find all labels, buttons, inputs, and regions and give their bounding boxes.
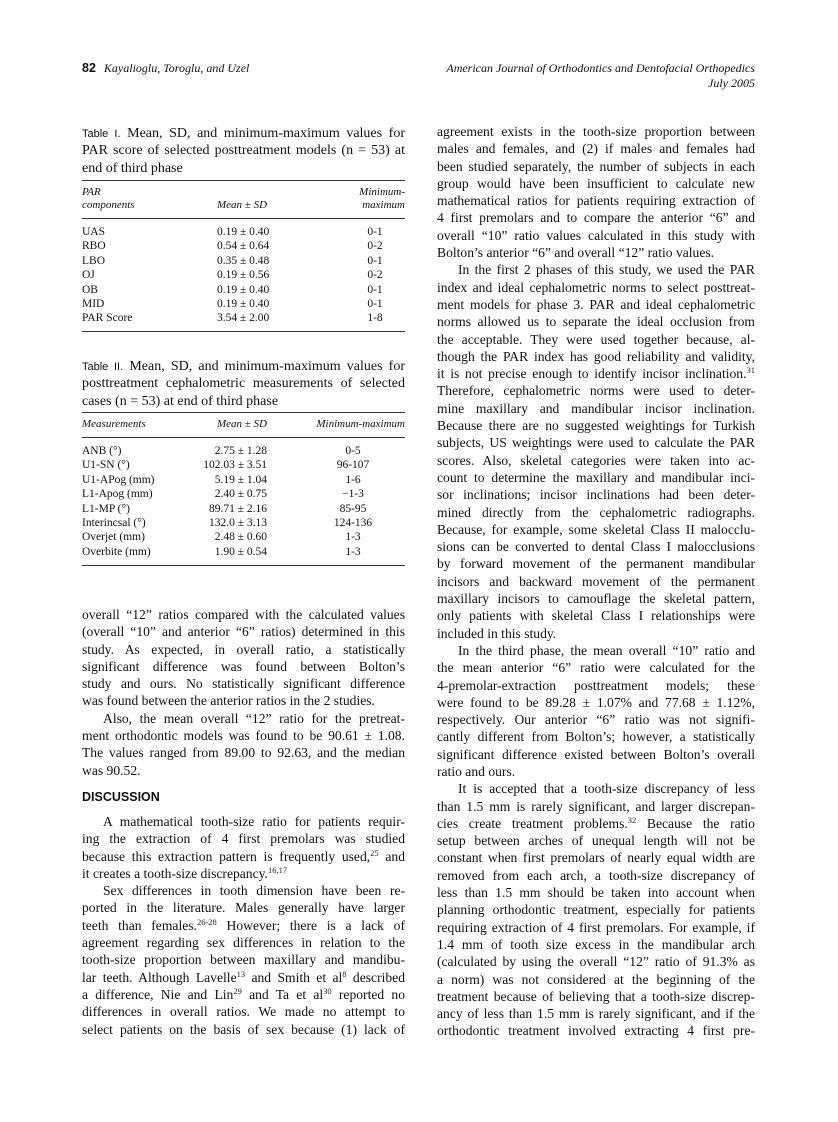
text-line: scores. Also, skeletal categories were taken into ac- bbox=[437, 452, 755, 468]
table-cell: 85-95 bbox=[339, 502, 367, 515]
running-header-right bbox=[446, 61, 755, 91]
table-cell: 0-1 bbox=[367, 283, 383, 296]
table-cell: 102.03 ± 3.51 bbox=[203, 459, 267, 472]
table-cell: 2.75 ± 1.28 bbox=[214, 445, 267, 457]
page-number: 82 bbox=[82, 61, 96, 75]
col-header: maximum bbox=[362, 199, 405, 211]
table-row bbox=[82, 546, 405, 560]
table-cell: 1-3 bbox=[345, 531, 361, 544]
table-row bbox=[82, 226, 405, 240]
text-line: lar teeth. Although Lavelle$^{13}$ and Smith et $al^8$ described bbox=[82, 968, 405, 985]
text-line: Bolton’s anterior “6” and overall “12” ratio values. bbox=[437, 245, 715, 261]
col-header: Mean ± SD bbox=[217, 199, 268, 211]
table-cell: 1-6 bbox=[345, 473, 361, 486]
table2-header-rule bbox=[82, 437, 405, 438]
text-line: 1.4 mm of tooth size excess in the mandibular arch bbox=[437, 936, 755, 952]
text-line: planning orthodontic treatment, especially for patients bbox=[437, 902, 755, 918]
table-cell: 1.90 ± 0.54 bbox=[214, 545, 267, 558]
table-cell: MID bbox=[82, 298, 105, 310]
paragraph bbox=[82, 882, 405, 1038]
text-line: Sex differences in tooth dimension have been re- bbox=[103, 883, 405, 899]
text-line: norms allowed us to separate the ideal occlusion from bbox=[437, 314, 755, 330]
text-line: it is not precise enough to identify incisor inclination.$^{31}$ bbox=[437, 365, 755, 382]
text-line: Therefore, cephalometric norms were used to deter- bbox=[437, 383, 755, 399]
citation-superscript: 32 bbox=[627, 814, 637, 825]
text-line: tooth-size proportion between maxillary and mandibu- bbox=[82, 952, 405, 968]
text-line: A mathematical tooth-size ratio for patients requir- bbox=[103, 814, 405, 829]
text-line: ratio and ours. bbox=[437, 763, 516, 779]
text-line: Also, the mean overall “12” ratio for the pretreat- bbox=[103, 710, 405, 726]
table-cell: 0.19 ± 0.40 bbox=[217, 283, 270, 296]
citation-superscript: 29 bbox=[233, 985, 242, 996]
table-cell: U1-APog (mm) bbox=[82, 473, 155, 486]
table-row bbox=[82, 488, 405, 502]
table1-label: Table I. bbox=[82, 128, 121, 140]
section-heading-discussion: DISCUSSION bbox=[82, 790, 160, 804]
text-line: the mean anterior “6” ratio were calculated for the bbox=[437, 660, 755, 676]
table-row bbox=[82, 503, 405, 517]
table-row bbox=[82, 269, 405, 283]
text-line: teeth than females.$^{26-28}$ However; there is a lack of bbox=[82, 916, 405, 933]
table-row bbox=[82, 474, 405, 488]
text-line: Because there are no suggested weightings for Turkish bbox=[437, 418, 755, 434]
table-cell: 3.54 ± 2.00 bbox=[217, 312, 270, 325]
right-column-text bbox=[437, 123, 755, 1040]
table-cell: 0-1 bbox=[367, 226, 383, 238]
citation-superscript: 31 bbox=[746, 365, 755, 376]
table-cell: L1-MP (°) bbox=[82, 502, 130, 515]
citation-superscript: 30 bbox=[323, 985, 332, 996]
table-cell: 1-8 bbox=[367, 312, 383, 325]
text-line: been studied separately, the number of subjects in each bbox=[437, 158, 755, 174]
table1-bottom-rule bbox=[82, 331, 405, 332]
table-cell: 132.0 ± 3.13 bbox=[208, 517, 267, 529]
caption-line: Mean, SD, and minimum-maximum values for bbox=[129, 359, 406, 374]
text-line: Because, for example, some skeletal Class II malocclu- bbox=[437, 521, 755, 537]
citation-superscript: 13 bbox=[236, 968, 246, 979]
running-header-left bbox=[82, 61, 249, 76]
paragraph bbox=[82, 710, 405, 779]
text-line: orthodontic treatment involved extracting 4 first pre- bbox=[437, 1023, 755, 1039]
table-cell: Overbite (mm) bbox=[82, 545, 151, 558]
text-line: mine maxillary and mandibular incisor inclination. bbox=[437, 400, 755, 416]
table1-header-rule bbox=[82, 218, 405, 219]
citation-superscript: 8 bbox=[342, 968, 347, 979]
table-cell: 5.19 ± 1.04 bbox=[214, 473, 267, 486]
text-line: In the third phase, the mean overall “10” ratio and bbox=[458, 642, 755, 658]
table2-body bbox=[82, 445, 405, 560]
table2-top-rule bbox=[82, 412, 405, 413]
paragraph bbox=[437, 780, 755, 1039]
text-line: index and ideal cephalometric norms to select posttreat- bbox=[437, 279, 755, 295]
table-row bbox=[82, 312, 405, 326]
text-line: overall “12” ratios compared with the calculated values bbox=[82, 607, 405, 622]
caption-line: cases (n = 53) at end of third phase bbox=[82, 393, 279, 409]
text-line: only patients with skeletal Class I relationships were bbox=[437, 608, 755, 624]
text-line: by forward movement of the permanent mandibular bbox=[437, 556, 755, 572]
text-line: significant difference was found between Bolton’s bbox=[82, 658, 405, 674]
text-line: ment models for phase 3. PAR and ideal cephalometric bbox=[437, 296, 755, 312]
table-cell: 89.71 ± 2.16 bbox=[208, 502, 267, 515]
text-line: (calculated by using the overall “12” ratio of 91.3% as bbox=[437, 954, 755, 970]
text-line: the acceptable. They were used together because, al- bbox=[437, 331, 755, 347]
text-line: overall “10” ratio values calculated in this study with bbox=[437, 227, 755, 243]
text-line: mathematical ratios for patients requiring extraction of bbox=[437, 193, 755, 209]
table-cell: L1-Apog (mm) bbox=[82, 488, 153, 501]
citation-superscript: 16,17 bbox=[267, 864, 288, 875]
text-line: ported in the literature. Males generally have larger bbox=[82, 900, 405, 916]
col-header: Mean ± SD bbox=[216, 418, 267, 430]
table-cell: 0.19 ± 0.40 bbox=[217, 298, 270, 310]
table2-label: Table II. bbox=[82, 361, 124, 373]
text-line: though the PAR index has good reliability and validity, bbox=[437, 348, 755, 364]
caption-line: posttreatment cephalometric measurements of selected bbox=[82, 376, 405, 392]
text-line: significant difference existed between Bolton’s overall bbox=[437, 746, 755, 762]
text-line: study. As expected, in overall ratio, a statistically bbox=[82, 641, 405, 657]
text-line: ancy of less than 1.5 mm is rarely significant, and if the bbox=[437, 1006, 755, 1022]
text-line: were found to be 89.28 ± 1.07% and 77.68 ± 1.12%, bbox=[437, 694, 755, 710]
table2-caption bbox=[82, 359, 405, 411]
table-cell: 0-1 bbox=[367, 298, 383, 310]
text-line: than 1.5 mm is rarely significant, and larger discrepan- bbox=[437, 798, 755, 814]
paragraph bbox=[437, 642, 755, 780]
table-row bbox=[82, 517, 405, 531]
left-column-results-text bbox=[82, 606, 405, 779]
table-row bbox=[82, 284, 405, 298]
table2-bottom-rule bbox=[82, 565, 405, 566]
caption-line: Mean, SD, and minimum-maximum values for bbox=[127, 126, 406, 141]
text-line: count to determine the maxillary and mandibular inci- bbox=[437, 469, 755, 485]
table-cell: 2.48 ± 0.60 bbox=[214, 531, 267, 544]
table-cell: OJ bbox=[82, 269, 95, 282]
table-row bbox=[82, 240, 405, 254]
table-cell: PAR Score bbox=[82, 312, 133, 325]
paragraph bbox=[82, 813, 405, 882]
text-line: a difference, Nie and Lin$^{29}$ and Ta et $al^{30}$ reported no bbox=[82, 985, 406, 1002]
text-line: 4 first premolars and to compare the anterior “6” and bbox=[437, 210, 755, 226]
table-row bbox=[82, 531, 405, 545]
table2-header bbox=[82, 418, 405, 433]
table-cell: ANB (°) bbox=[82, 445, 122, 457]
text-line: mined directly from the cephalometric radiographs. bbox=[437, 504, 755, 520]
text-line: group would have been insufficient to calculate new bbox=[437, 175, 755, 191]
text-line: maxillary incisors to camouflage the skeletal pattern, bbox=[437, 591, 755, 607]
citation-superscript: 25 bbox=[370, 847, 379, 858]
text-line: (overall “10” and anterior “6” ratios) determined in this bbox=[82, 624, 405, 640]
table1-header bbox=[82, 186, 405, 216]
table-cell: UAS bbox=[82, 226, 106, 238]
caption-line: end of third phase bbox=[82, 160, 183, 176]
table1-top-rule bbox=[82, 180, 405, 181]
text-line: respectively. Our anterior “6” ratio was not signifi- bbox=[437, 712, 755, 728]
text-line: agreement regarding sex differences in relation to the bbox=[82, 935, 405, 951]
text-line: It is accepted that a tooth-size discrepancy of less bbox=[458, 781, 755, 797]
text-line: subjects, US weightings were used to calculate the PAR bbox=[437, 435, 755, 451]
table-cell: 124-136 bbox=[333, 517, 373, 529]
col-header: components bbox=[82, 199, 135, 211]
text-line: select patients on the basis of sex because (1) lack of bbox=[82, 1021, 405, 1037]
table1-caption bbox=[82, 126, 405, 178]
paragraph bbox=[82, 606, 405, 710]
text-line: was found between the anterior ratios in the 2 studies. bbox=[82, 693, 375, 709]
text-line: a norm) was not considered at the beginning of the bbox=[437, 971, 755, 987]
text-line: The values ranged from 89.00 to 92.63, and the median bbox=[82, 745, 405, 761]
text-line: ment orthodontic models was found to be 90.61 ± 1.08. bbox=[82, 728, 405, 744]
text-line: 4-premolar-extraction posttreatment models; these bbox=[437, 677, 755, 693]
table-cell: RBO bbox=[82, 240, 106, 253]
text-line: less than 1.5 mm should be taken into account when bbox=[437, 885, 755, 901]
table-cell: 0-5 bbox=[345, 445, 361, 457]
table-cell: 0-2 bbox=[367, 240, 383, 253]
table-row bbox=[82, 255, 405, 269]
paragraph bbox=[437, 123, 755, 261]
issue-date: July 2005 bbox=[708, 76, 755, 90]
text-line: setup between arches of unequal length will not be bbox=[437, 833, 755, 849]
table-cell: 0.19 ± 0.40 bbox=[217, 226, 270, 238]
table-cell: 96-107 bbox=[336, 459, 370, 472]
table-row bbox=[82, 459, 405, 473]
table-row bbox=[82, 445, 405, 459]
table-cell: Overjet (mm) bbox=[82, 531, 145, 544]
table-cell: LBO bbox=[82, 254, 105, 267]
table-cell: 0.35 ± 0.48 bbox=[217, 254, 270, 267]
table-cell: 0.19 ± 0.56 bbox=[217, 269, 270, 282]
text-line: males and females, and (2) if males and females had bbox=[437, 141, 755, 157]
table-cell: 0-1 bbox=[367, 254, 383, 267]
authors: Kayalioglu, Toroglu, and Uzel bbox=[103, 61, 250, 75]
text-line: removed from each arch, a tooth-size discrepancy of bbox=[437, 867, 755, 883]
text-line: study and ours. No statistically significant difference bbox=[82, 676, 405, 692]
col-header: Measurements bbox=[82, 418, 146, 430]
text-line: included in this study. bbox=[437, 625, 557, 641]
text-line: requiring extraction of 4 first premolars. For example, if bbox=[437, 919, 755, 935]
left-column-discussion-text bbox=[82, 813, 405, 1038]
journal-name: American Journal of Orthodontics and Dentofacial Orthopedics bbox=[446, 61, 755, 75]
text-line: because this extraction pattern is frequently used,$^{25}$ and bbox=[82, 847, 405, 864]
table-cell: 0.54 ± 0.64 bbox=[217, 240, 270, 253]
paragraph bbox=[437, 261, 755, 642]
table-cell: 2.40 ± 0.75 bbox=[214, 488, 267, 501]
caption-line: PAR score of selected posttreatment models (n = 53) at bbox=[82, 143, 405, 159]
text-line: agreement exists in the tooth-size proportion between bbox=[437, 124, 755, 139]
text-line: it creates a tooth-size discrepancy.$^{16,17}$ bbox=[82, 864, 288, 881]
text-line: cantly different from Bolton’s; however, a statistically bbox=[437, 729, 755, 745]
table-cell: OB bbox=[82, 283, 98, 296]
col-header: PAR bbox=[82, 186, 101, 198]
table1-body bbox=[82, 226, 405, 326]
table-cell: 1-3 bbox=[345, 545, 361, 558]
text-line: sions can be converted to dental Class I malocclusions bbox=[437, 539, 755, 555]
citation-superscript: 26-28 bbox=[196, 916, 217, 927]
text-line: was 90.52. bbox=[82, 762, 141, 778]
text-line: differences in overall ratios. We made no attempt to bbox=[82, 1004, 405, 1020]
text-line: incisors and backward movement of the permanent bbox=[437, 573, 755, 589]
table-cell: 0-2 bbox=[367, 269, 383, 282]
text-line: cies create treatment problems.$^{32}$ Because the ratio bbox=[437, 814, 755, 831]
table-cell: U1-SN (°) bbox=[82, 459, 130, 472]
text-line: In the first 2 phases of this study, we used the PAR bbox=[458, 262, 755, 278]
text-line: treatment because of believing that a tooth-size discrep- bbox=[437, 988, 755, 1004]
text-line: ing the extraction of 4 first premolars was studied bbox=[82, 831, 405, 847]
text-line: sor inclinations; incisor inclinations had been deter- bbox=[437, 487, 755, 503]
col-header: Minimum-maximum bbox=[316, 418, 405, 430]
table-cell: −1-3 bbox=[342, 488, 364, 501]
col-header: Minimum- bbox=[359, 186, 405, 198]
table-cell: Interincsal (°) bbox=[82, 517, 146, 529]
table-row bbox=[82, 298, 405, 312]
text-line: constant when first premolars of nearly equal width are bbox=[437, 850, 755, 866]
